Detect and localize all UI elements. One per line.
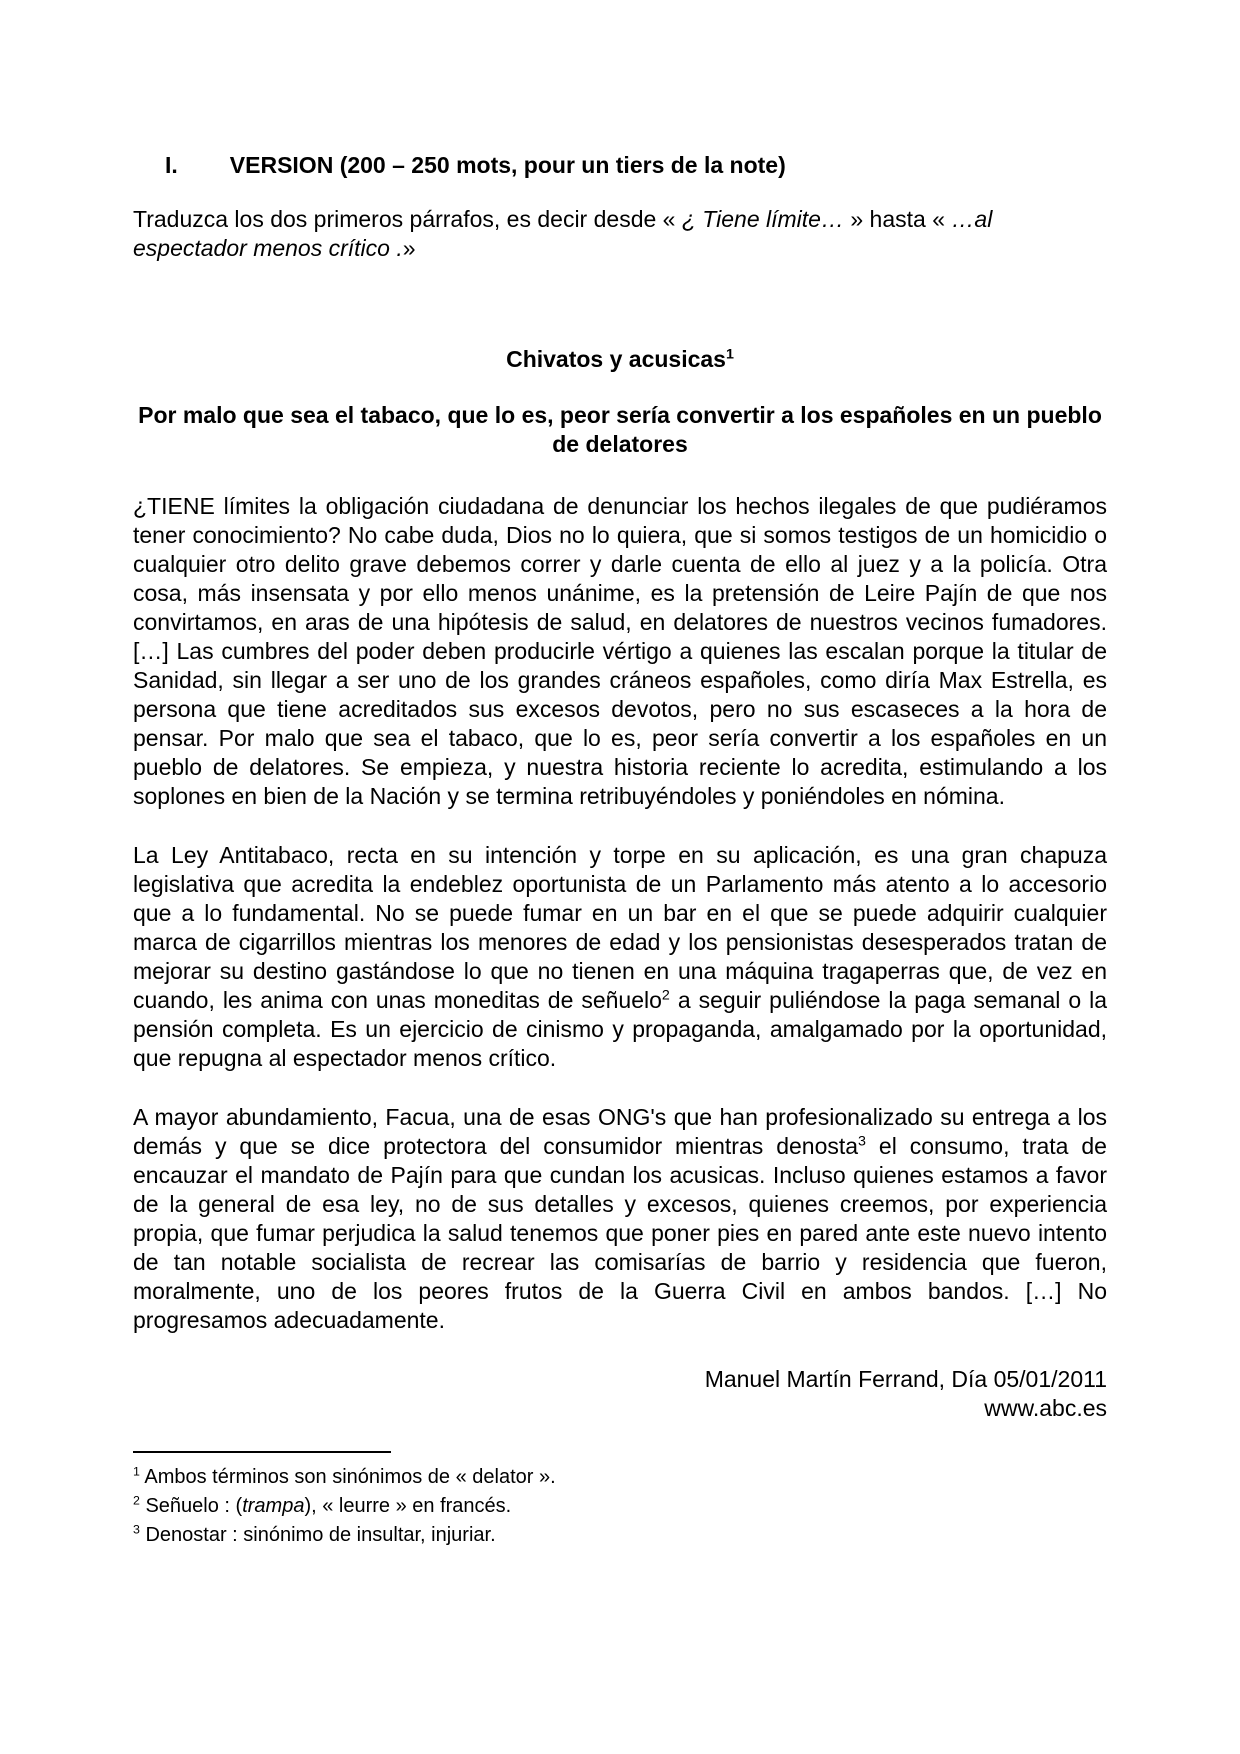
attribution-author: Manuel Martín Ferrand, Día 05/01/2011 xyxy=(704,1366,1107,1392)
footnote-2-ref: 2 xyxy=(133,1493,140,1508)
article-paragraph-3: A mayor abundamiento, Facua, una de esas ONG's que han profesionalizado su entrega a los demás y que se dice protectora del consumidor mientras denosta$^3$ el consumo, trata de encauzar el mandato de Pajín para que cundan los acusicas. Incluso quienes estamos a favor de la general de esa ley, no de sus detalles y excesos, quienes creemos, por experiencia propia, que fumar perjudica la salud tenemos que poner pies en pared ante este nuevo intento de tan notable socialista de recrear las comisarías de barrio y residencia que fueron, moralmente, uno de los peores frutos de la Guerra Civil en ambos bandos. […] No progresamos adecuadamente. xyxy=(133,1104,1107,1333)
section-heading-title: VERSION (200 – 250 mots, pour un tiers de la note) xyxy=(229,152,786,178)
attribution xyxy=(133,1365,1107,1423)
footnote-2 xyxy=(133,1492,1107,1521)
instruction-text: Traduzca los dos primeros párrafos, es decir desde « ¿ Tiene límite… » hasta « …al espectador menos crítico .» xyxy=(133,206,993,261)
attribution-source: www.abc.es xyxy=(984,1395,1107,1421)
footnote-1-text: Ambos términos son sinónimos de « delator ». xyxy=(139,1466,556,1488)
footnote-separator xyxy=(133,1451,391,1453)
section-number: I. xyxy=(165,152,178,178)
article-paragraph-1: ¿TIENE límites la obligación ciudadana de denunciar los hechos ilegales de que pudiéramos tener conocimiento? No cabe duda, Dios no lo quiera, que si somos testigos de un homicidio o cualquier otro delito grave debemos correr y darle cuenta de ello al juez y a la policía. Otra cosa, más insensata y por ello menos unánime, es la pretensión de Leire Pajín de que nos convirtamos, en aras de una hipótesis de salud, en delatores de nuestros vecinos fumadores. […] Las cumbres del poder deben producirle vértigo a quienes las escalan porque la titular de Sanidad, sin llegar a ser uno de los grandes cráneos españoles, como diría Max Estrella, es persona que tiene acreditados sus excesos devotos, pero no sus escaseces a la hora de pensar. Por malo que sea el tabaco, que lo es, peor sería convertir a los españoles en un pueblo de delatores. Se empieza, y nuestra historia reciente lo acredita, estimulando a los soplones en bien de la Nación y se termina retribuyéndoles y poniéndoles en nómina. xyxy=(133,493,1107,809)
footnote-1-ref: 1 xyxy=(133,1464,140,1479)
article-title: Chivatos y acusicas$^1$ xyxy=(506,346,734,372)
footnote-1 xyxy=(133,1463,1107,1492)
article-subtitle: Por malo que sea el tabaco, que lo es, peor sería convertir a los españoles en un pueblo de delatores xyxy=(138,402,1102,457)
section-heading xyxy=(133,152,1107,179)
footnotes xyxy=(133,1463,1107,1550)
footnote-3-ref: 3 xyxy=(133,1522,140,1537)
footnote-3 xyxy=(133,1521,1107,1550)
footnote-2-text: Señuelo : (trampa), « leurre » en francés. xyxy=(139,1495,512,1517)
article-paragraph-2: La Ley Antitabaco, recta en su intención y torpe en su aplicación, es una gran chapuza legislativa que acredita la endeblez oportunista de un Parlamento más atento a lo accesorio que a lo fundamental. No se puede fumar en un bar en el que se puede adquirir cualquier marca de cigarrillos mientras los menores de edad y los pensionistas desesperados tratan de mejorar su destino gastándose lo que no tienen en una máquina tragaperras que, de vez en cuando, les anima con unas moneditas de señuelo$^2$ a seguir puliéndose la paga semanal o la pensión completa. Es un ejercicio de cinismo y propaganda, amalgamado por la oportunidad, que repugna al espectador menos crítico. xyxy=(133,842,1107,1071)
footnote-3-text: Denostar : sinónimo de insultar, injuriar. xyxy=(139,1524,496,1546)
